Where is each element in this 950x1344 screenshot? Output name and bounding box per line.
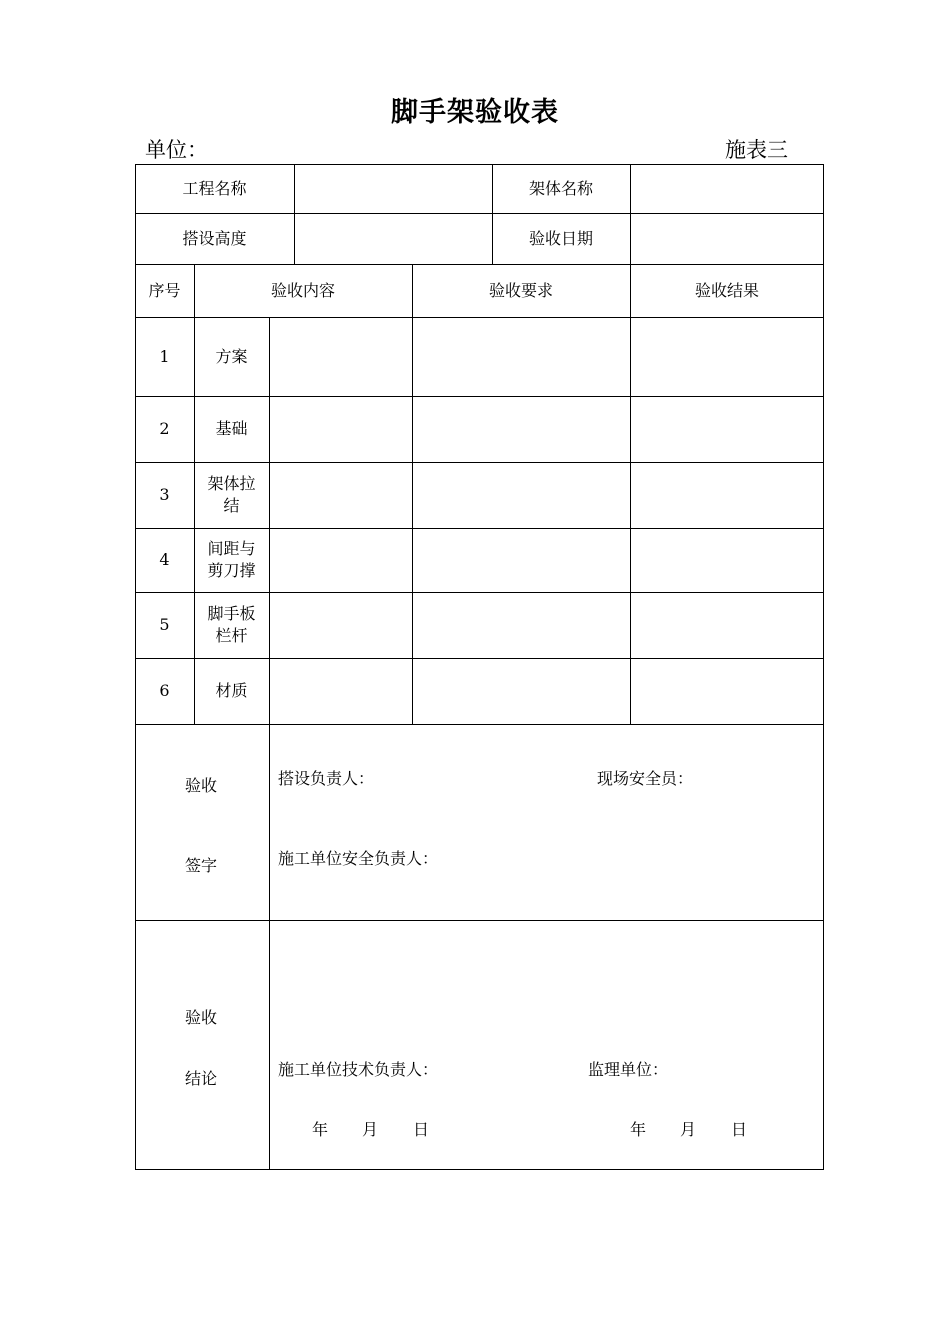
acceptance-table [135,164,824,1170]
project-name-field[interactable] [294,164,492,213]
row-divider [135,920,824,921]
form-code: 施表三 [725,138,788,162]
erection-height-label: 搭设高度 [182,228,247,248]
item-name: 架体拉结 [207,474,256,515]
conclusion-label-bottom: 结论 [185,1069,218,1088]
safety-officer-signature-field[interactable]: 现场安全员： [597,769,694,788]
col-header-result: 验收结果 [694,280,759,300]
date-day-right: 日 [731,1120,748,1139]
date-day-left: 日 [413,1120,430,1139]
item-no: 3 [159,485,170,504]
unit-label: 单位： [145,138,208,162]
date-year-right: 年 [630,1120,647,1139]
signature-label-top: 验收 [185,776,218,795]
item-no: 6 [159,681,170,700]
item-name: 脚手板栏杆 [207,604,256,645]
frame-name-field[interactable] [630,164,824,213]
tech-lead-signature-field[interactable]: 施工单位技术负责人： [278,1060,439,1079]
project-name-label: 工程名称 [182,178,247,198]
contractor-safety-signature-field[interactable]: 施工单位安全负责人： [278,849,439,868]
erector-signature-field[interactable]: 搭设负责人： [278,769,375,788]
form-title: 脚手架验收表 [391,97,559,128]
erection-height-field[interactable] [294,213,492,264]
item-name: 材质 [215,681,248,700]
item-name: 基础 [215,419,248,438]
acceptance-date-field[interactable] [630,213,824,264]
item-no: 4 [159,550,170,569]
col-header-requirement: 验收要求 [488,280,553,300]
conclusion-label-top: 验收 [185,1008,218,1027]
item-no: 1 [159,346,170,366]
col-divider [412,264,413,724]
col-divider [269,317,270,1170]
row-divider [135,724,824,725]
item-name: 间距与剪刀撑 [207,539,256,580]
item-no: 2 [159,419,170,438]
date-year-left: 年 [312,1120,329,1139]
supervisor-signature-field[interactable]: 监理单位： [588,1060,669,1079]
item-name: 方案 [215,346,248,366]
signature-label-bottom: 签字 [185,856,218,875]
acceptance-date-label: 验收日期 [528,228,593,248]
item-no: 5 [159,615,170,634]
col-header-content: 验收内容 [270,280,335,300]
date-month-left: 月 [362,1120,379,1139]
frame-name-label: 架体名称 [528,178,593,198]
col-header-no: 序号 [148,280,181,300]
date-month-right: 月 [680,1120,697,1139]
